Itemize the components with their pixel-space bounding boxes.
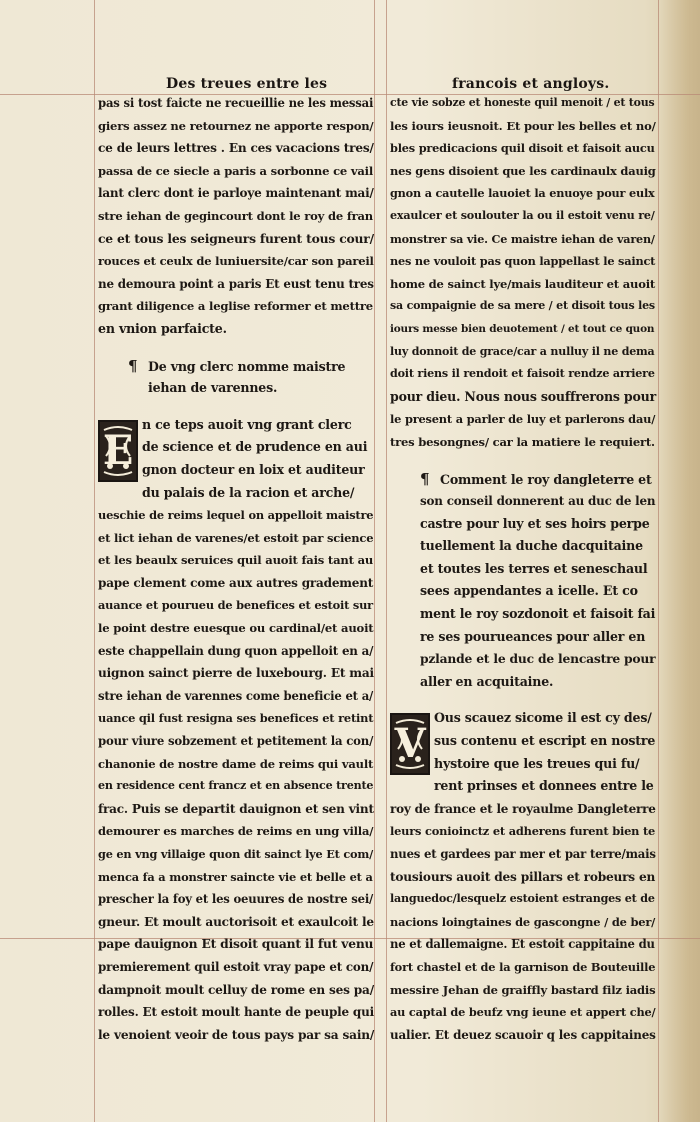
text-line: ne demoura point a paris Et eust tenu tres [98,276,374,291]
text-line: dampnoit moult celluy de rome en ses pa/ [98,982,374,997]
text-line: chanonie de nostre dame de reims qui vault [98,756,374,771]
text-line: ce et tous les seigneurs furent tous cour/ [98,230,374,246]
margin-rule [658,0,659,1122]
rubric-line: ment le roy sozdonoit et faisoit fai [420,606,656,622]
text-line: premierement quil estoit vray pape et con/ [98,959,374,974]
text-line: bles predicacions quil disoit et faisoit aucu [390,141,655,156]
text-line: le point destre euesque ou cardinal/et auoit [98,621,374,636]
text-line: leurs conioinctz et adherens furent bien te [390,824,656,839]
text-line: roy de france et le royaulme Dangleterre [390,801,656,816]
text-line: tousiours auoit des pillars et robeurs en [390,869,656,884]
text-line: iours messe bien deuotement / et tout ce quon [390,322,655,335]
text-line: este chappellain dung quon appelloit en a/ [98,643,374,658]
text-line: pape dauignon Et disoit quant il fut venu [98,936,374,952]
rubric-line: castre pour luy et ses hoirs perpe [420,515,650,531]
text-line: pape clement come aux autres gradement [98,575,374,590]
rubric-line: De vng clerc nomme maistre [148,358,346,374]
text-line: ueschie de reims lequel on appelloit maistre [98,508,374,523]
margin-rule [94,0,95,1122]
text-line: tres besongnes/ car la matiere le requiert. [390,434,655,449]
text-line: hystoire que les treues qui fu/ [434,755,640,771]
text-line: en vnion parfaicte. [98,320,227,336]
text-line: giers assez ne retournez ne apporte respon/ [98,118,374,133]
text-line: uignon sainct pierre de luxebourg. Et mai [98,666,374,681]
illuminated-paragraph [390,707,656,797]
text-line: le venoient veoir de tous pays par sa sain/ [98,1027,375,1042]
text-line: stre iehan de gegincourt dont le roy de fran [98,208,373,223]
text-line: gnon docteur en loix et auditeur [142,461,365,477]
text-line: rolles. Et estoit moult hante de peuple qui [98,1005,374,1020]
text-line: pas si tost faicte ne recueillie ne les messai [98,96,374,110]
illuminated-paragraph [98,414,374,504]
text-line: home de sainct lye/mais lauditeur et auoit [390,276,656,291]
text-line: prescher la foy et les oeuures de nostre sei/ [98,892,374,907]
text-line: sus contenu et escript en nostre [434,733,656,749]
text-line: grant diligence a leglise reformer et mettre [98,299,373,314]
text-line: gnon a cautelle lauoiet la enuoye pour eulx [390,186,655,201]
right-text-column [390,92,656,1046]
text-line: exaulcer et soulouter la ou il estoit venu re/ [390,208,655,222]
rubric-line: aller en acquitaine. [420,673,554,689]
text-line: luy donnoit de grace/car a nulluy il ne dema [390,344,655,358]
rubric-line: re ses pourueances pour aller en [420,628,646,644]
text-line: ge en vng villaige quon dit sainct lye Et com/ [98,847,374,861]
text-line: sa compaignie de sa mere / et disoit tous les [390,299,655,313]
text-line: Ous scauez sicome il est cy des/ [434,710,652,726]
page-edge-shadow [660,0,700,1122]
rubric-line: pzlande et le duc de lencastre pour [420,651,656,667]
text-line: stre iehan de varennes come beneficie et a/ [98,688,374,703]
chapter-rubric [390,468,656,491]
text-line: doit riens il rendoit et faisoit rendze arriere [390,367,655,381]
text-line: nes gens disoient que les cardinaulx dauig [390,163,656,178]
rubric-line: Comment le roy dangleterre et [440,471,652,487]
pilcrow-mark: ¶ [128,356,138,375]
text-line: monstrer sa vie. Ce maistre iehan de varen/ [390,231,655,246]
text-line: rouces et ceulx de luniuersite/car son pareil [98,254,374,269]
text-line: le present a parler de luy et parlerons dau/ [390,412,656,427]
text-line: de science et de prudence en aui [142,439,368,455]
text-line: menca fa a monstrer saincte vie et belle et a [98,869,373,884]
text-line: demourer es marches de reims en ung villa/ [98,824,374,839]
text-line: et lict iehan de varenes/et estoit par science [98,530,374,545]
margin-rule [374,0,375,1122]
text-line: messire Jehan de graiffly bastard filz iadis [390,982,656,997]
rubric-line: son conseil donnerent au duc de len [420,494,656,509]
text-line: uance qil fust resigna ses benefices et retint [98,711,374,726]
text-line: ne et dallemaigne. Et estoit cappitaine du [390,937,655,952]
initial-letter: E [102,426,134,474]
text-line: fort chastel et de la garnison de Bouteuille [390,959,656,974]
decorated-initial [98,420,138,482]
text-line: passa de ce siecle a paris a sorbonne ce vail [98,163,374,178]
text-line: en residence cent francz et en absence trente [98,779,374,793]
text-line: pour viure sobzement et petitement la con/ [98,734,374,749]
text-line: nues et gardees par mer et par terre/mais [390,847,656,861]
text-line: rent prinses et donnees entre le [434,778,654,794]
text-line: cte vie sobze et honeste quil menoit / et tous [390,96,655,109]
text-line: pour dieu. Nous nous souffrerons pour [390,388,657,404]
text-line: auance et pourueu de benefices et estoit sur [98,598,373,613]
text-line: frac. Puis se departit dauignon et sen vint [98,801,374,816]
initial-letter: V [394,720,426,768]
text-line: ce de leurs lettres . En ces vacacions tres/ [98,141,374,156]
text-line: lant clerc dont ie parloye maintenant mai/ [98,186,374,201]
text-line: du palais de la racion et arche/ [142,484,355,500]
text-line: les iours ieusnoit. Et pour les belles et no/ [390,118,656,133]
chapter-rubric [98,355,374,378]
rubric-line: iehan de varennes. [148,380,278,396]
text-line: n ce teps auoit vng grant clerc [142,416,352,432]
left-text-column [98,92,374,1046]
text-line: nacions loingtaines de gascongne / de ber/ [390,914,656,929]
text-line: nes ne vouloit pas quon lappellast le sainct [390,254,656,269]
rubric-line: et toutes les terres et seneschaul [420,560,648,576]
pilcrow-mark: ¶ [420,469,430,488]
text-line: ualier. Et deuez scauoir q les cappitaines [390,1027,656,1042]
text-line: au captal de beufz vng ieune et appert che/ [390,1005,656,1020]
text-line: gneur. Et moult auctorisoit et exaulcoit le [98,914,374,929]
rubric-line: sees appendantes a icelle. Et co [420,583,638,599]
decorated-initial [390,713,430,775]
running-head-right: francois et angloys. [452,76,610,92]
margin-rule [386,0,387,1122]
text-line: languedoc/lesquelz estoient estranges et de [390,892,655,906]
text-line: et les beaulx seruices quil auoit fais tant au [98,553,374,568]
running-head-left: Des treues entre les [166,76,328,92]
rubric-line: tuellement la duche dacquitaine [420,538,643,554]
